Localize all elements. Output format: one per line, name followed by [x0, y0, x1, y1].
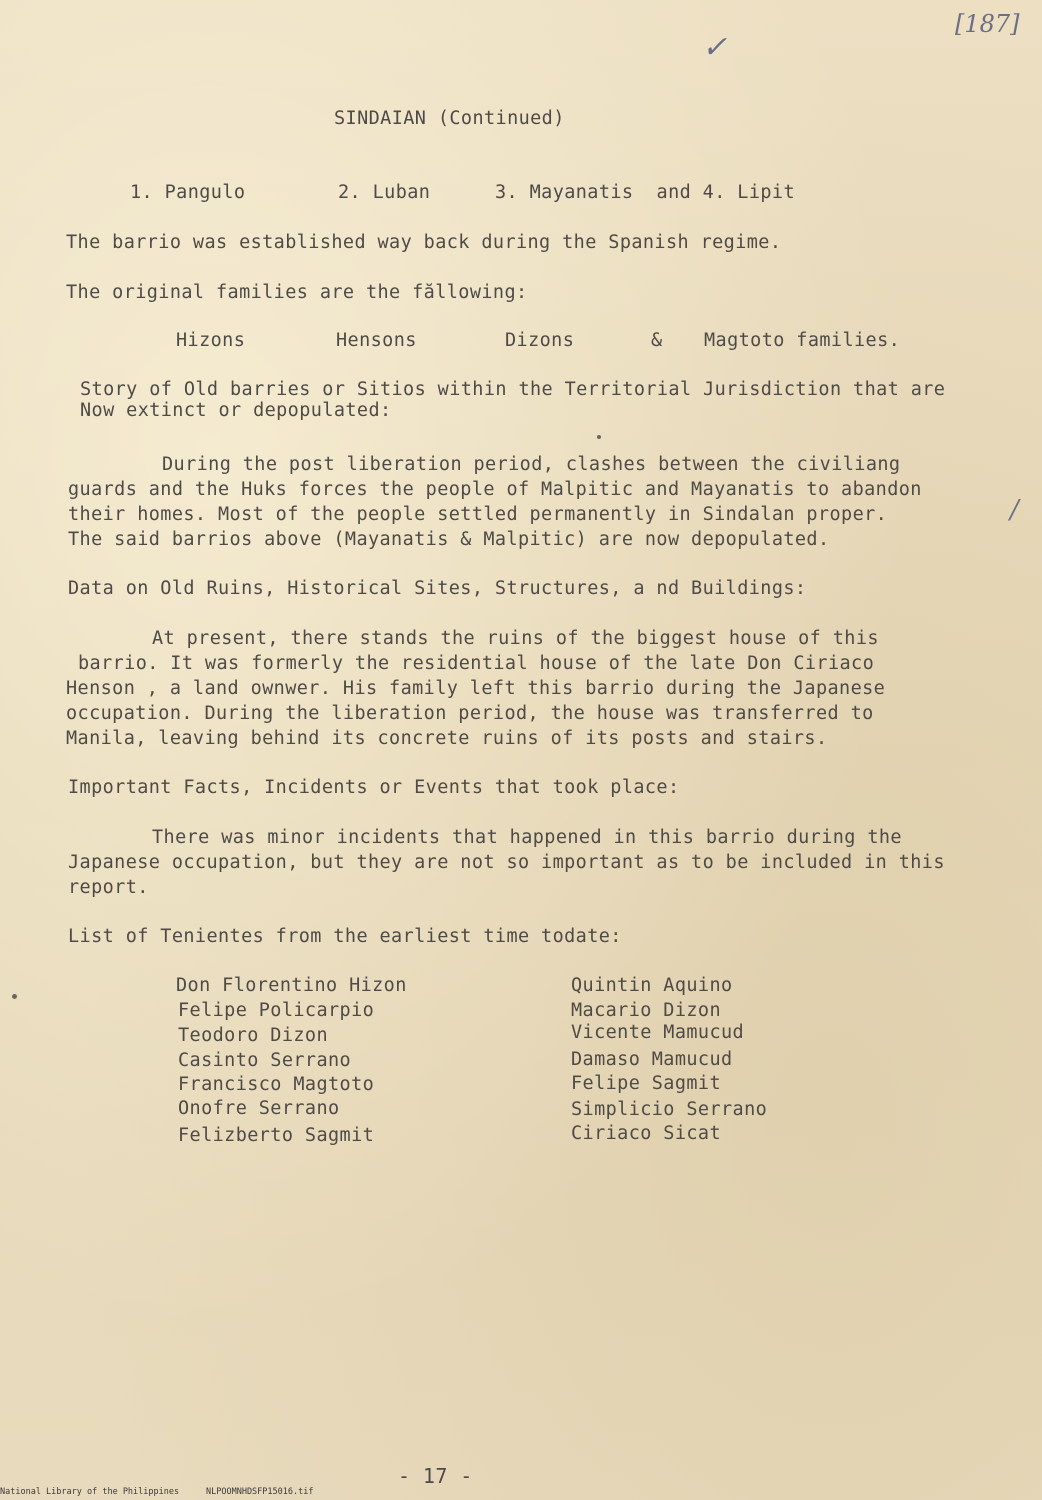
ink-dot: [597, 435, 601, 439]
family-ampersand: &: [651, 330, 663, 351]
facts-heading: Important Facts, Incidents or Events that took place:: [68, 777, 680, 798]
family-hizons: Hizons: [176, 330, 246, 351]
ruins-para-line-1: At present, there stands the ruins of the biggest house of this: [152, 628, 879, 649]
facts-para-line-2: Japanese occupation, but they are not so important as to be included in this: [68, 852, 945, 873]
sitio-3-4: 3. Mayanatis and 4. Lipit: [495, 182, 795, 203]
footer-filename: NLPOOMNHDSFP15016.tif: [206, 1487, 314, 1497]
facts-para-line-3: report.: [68, 877, 149, 898]
teniente-right-2: Macario Dizon: [571, 1000, 721, 1021]
extinct-heading-line-2: Now extinct or depopulated:: [80, 400, 392, 421]
ink-speck: [12, 994, 17, 999]
sitio-1: 1. Pangulo: [130, 182, 246, 203]
ruins-heading: Data on Old Ruins, Historical Sites, Structures, a nd Buildings:: [68, 578, 807, 599]
page-number: - 17 -: [398, 1464, 473, 1488]
page-reference-annotation: [187]: [955, 10, 1020, 38]
teniente-right-5: Felipe Sagmit: [571, 1073, 721, 1094]
teniente-right-4: Damaso Mamucud: [571, 1049, 733, 1070]
teniente-right-7: Ciriaco Sicat: [571, 1123, 721, 1144]
sitio-2: 2. Luban: [338, 182, 431, 203]
ruins-para-line-5: Manila, leaving behind its concrete ruins of its posts and stairs.: [66, 728, 828, 749]
teniente-right-6: Simplicio Serrano: [571, 1099, 768, 1120]
family-hensons: Hensons: [336, 330, 417, 351]
ruins-para-line-2: barrio. It was formerly the residential house of the late Don Ciriaco: [78, 653, 875, 674]
ruins-para-line-4: occupation. During the liberation period, the house was transferred to: [66, 703, 874, 724]
check-mark-top: ✓: [702, 30, 728, 65]
teniente-left-1: Don Florentino Hizon: [176, 975, 407, 996]
teniente-left-3: Teodoro Dizon: [178, 1025, 328, 1046]
established-line: The barrio was established way back during the Spanish regime.: [66, 232, 782, 253]
teniente-right-1: Quintin Aquino: [571, 975, 733, 996]
page-title: SINDAIAN (Continued): [334, 108, 565, 129]
check-mark-margin: /: [1010, 495, 1019, 525]
ruins-para-line-3: Henson , a land ownwer. His family left this barrio during the Japanese: [66, 678, 886, 699]
teniente-left-7: Felizberto Sagmit: [178, 1125, 375, 1146]
extinct-para-line-1: During the post liberation period, clashes between the civiliang: [162, 454, 901, 475]
footer-library: National Library of the Philippines: [0, 1487, 180, 1497]
families-intro: The original families are the făllowing:: [66, 282, 528, 303]
tenientes-heading: List of Tenientes from the earliest time todate:: [68, 926, 622, 947]
teniente-left-5: Francisco Magtoto: [178, 1074, 375, 1095]
teniente-left-6: Onofre Serrano: [178, 1098, 340, 1119]
extinct-para-line-4: The said barrios above (Mayanatis & Malpitic) are now depopulated.: [68, 529, 830, 550]
family-magtoto: Magtoto families.: [704, 330, 901, 351]
teniente-right-3: Vicente Mamucud: [571, 1022, 745, 1043]
extinct-para-line-3: their homes. Most of the people settled permanently in Sindalan proper.: [68, 504, 888, 525]
extinct-para-line-2: guards and the Huks forces the people of Malpitic and Mayanatis to abandon: [68, 479, 922, 500]
teniente-left-4: Casinto Serrano: [178, 1050, 352, 1071]
facts-para-line-1: There was minor incidents that happened in this barrio during the: [152, 827, 902, 848]
extinct-heading-line-1: Story of Old barries or Sitios within the Territorial Jurisdiction that are: [80, 379, 946, 400]
family-dizons: Dizons: [505, 330, 575, 351]
teniente-left-2: Felipe Policarpio: [178, 1000, 375, 1021]
